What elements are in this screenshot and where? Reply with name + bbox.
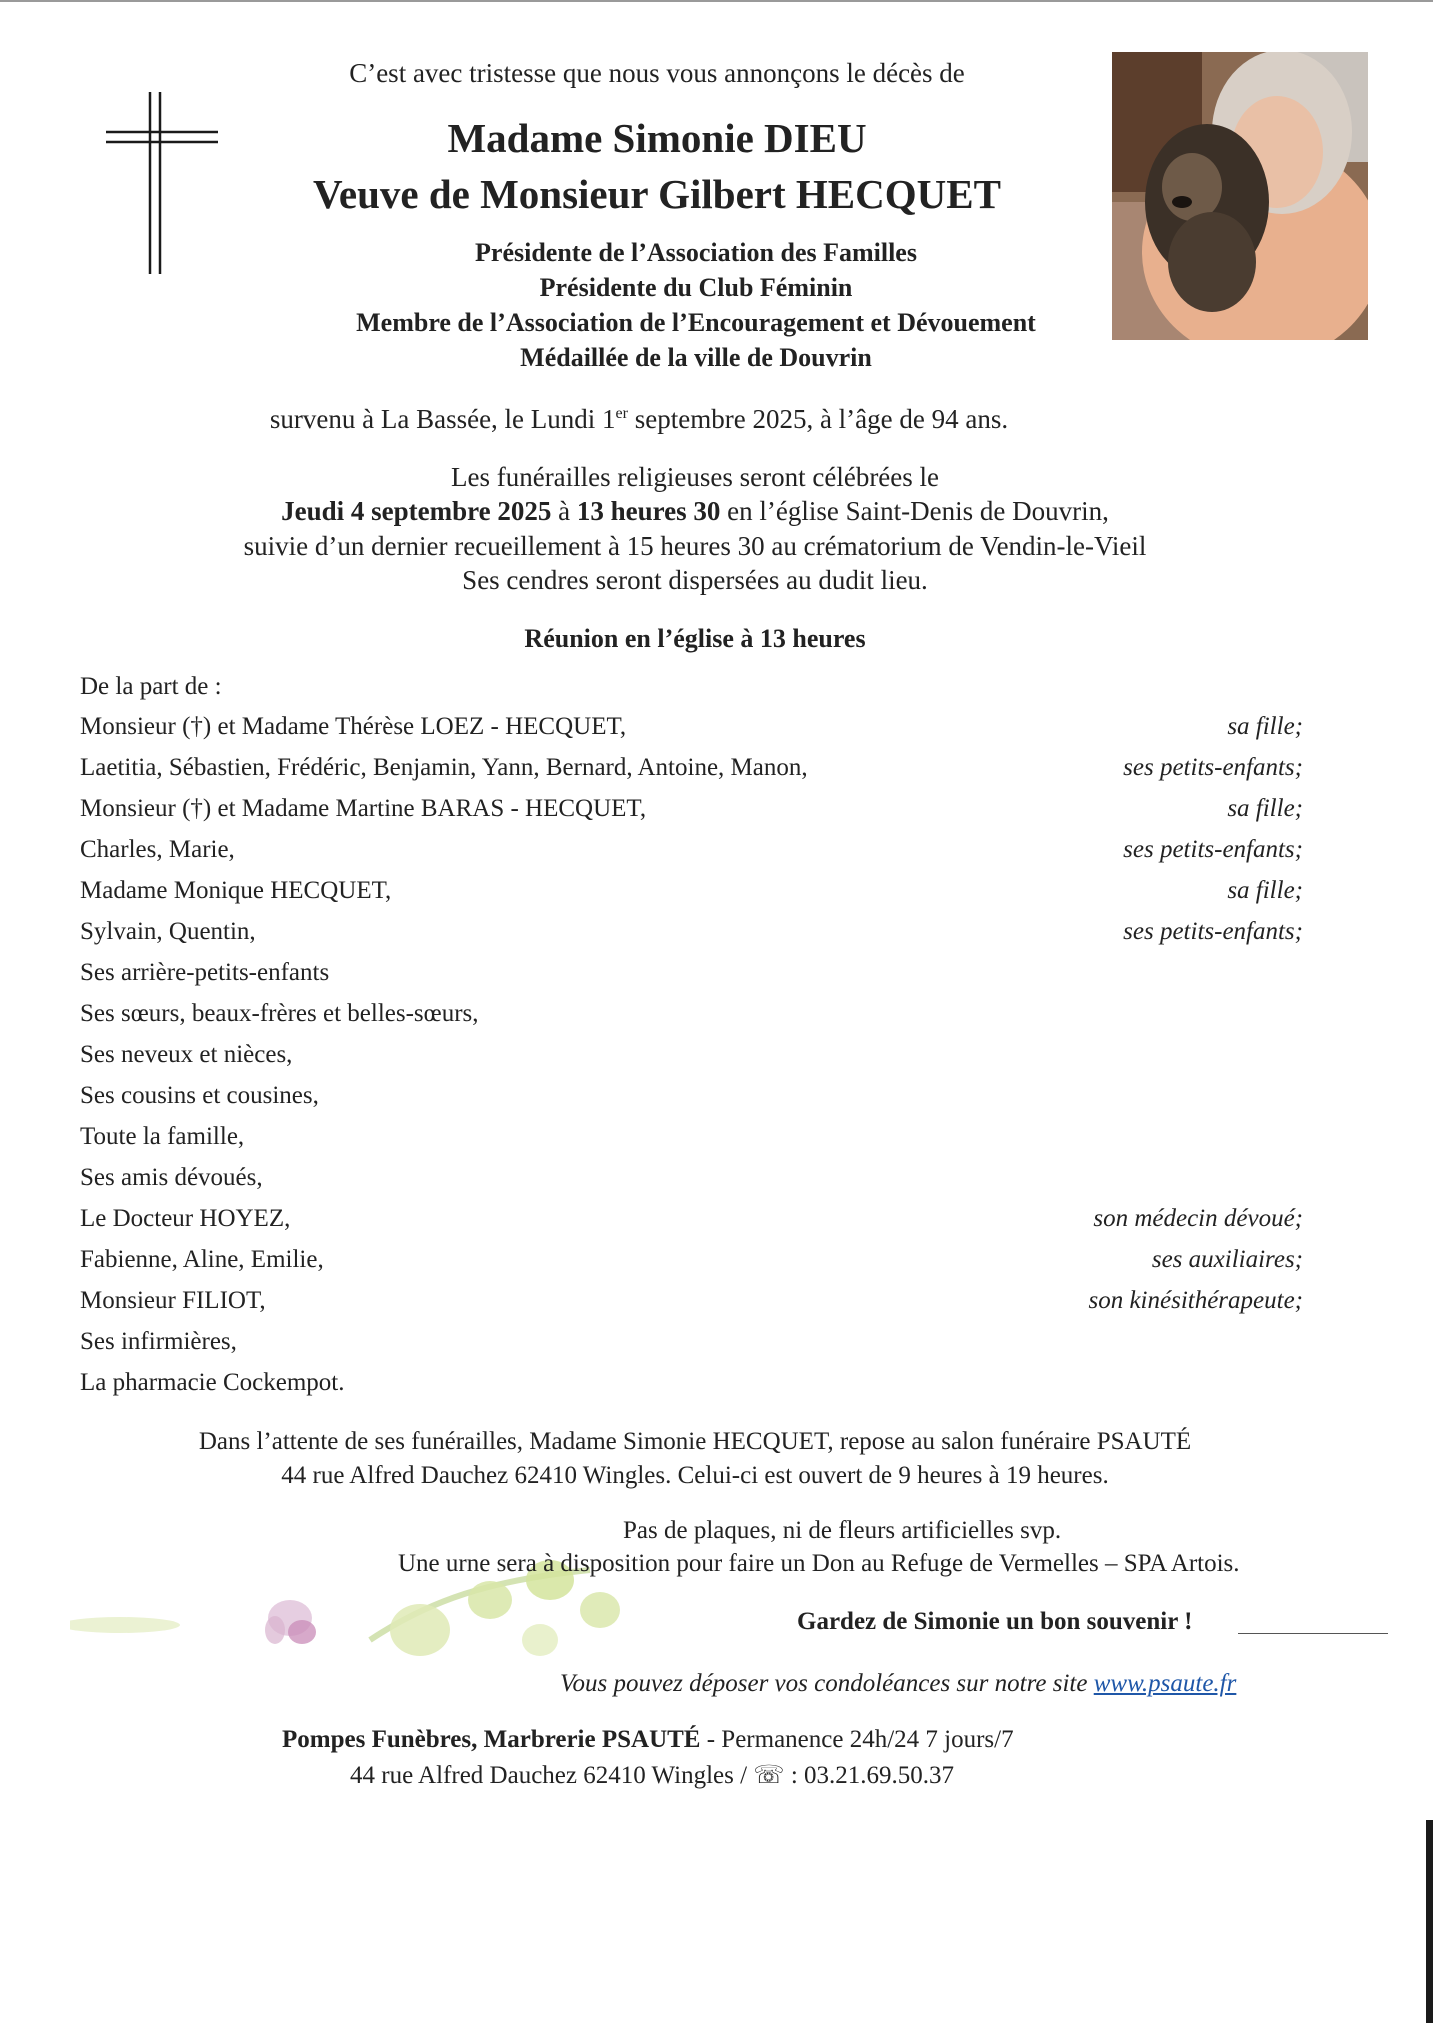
title-line: Présidente de l’Association des Familles: [475, 238, 917, 267]
title-line: Présidente du Club Féminin: [539, 273, 853, 302]
portrait-photo: [1112, 52, 1368, 340]
funeral-line: Ses cendres seront dispersées au dudit lieu.: [462, 565, 928, 595]
family-row: Le Docteur HOYEZ, son médecin dévoué;: [80, 1205, 1303, 1232]
family-row: Ses arrière-petits-enfants: [80, 959, 330, 986]
funeral-home-line: Pompes Funèbres, Marbrerie PSAUTÉ - Permanence 24h/24 7 jours/7: [282, 1726, 1014, 1753]
funeral-line: suivie d’un dernier recueillement à 15 heures 30 au crématorium de Vendin-le-Vieil: [243, 531, 1147, 561]
family-row: Sylvain, Quentin, ses petits-enfants;: [80, 918, 1303, 945]
no-plaques-notice: Pas de plaques, ni de fleurs artificielles svp.: [623, 1517, 1062, 1544]
meeting-notice: Réunion en l’église à 13 heures: [524, 624, 866, 653]
family-row: Laetitia, Sébastien, Frédéric, Benjamin, Yann, Bernard, Antoine, Manon, ses petits-enfants;: [80, 754, 1303, 781]
family-row: Fabienne, Aline, Emilie, ses auxiliaires;: [80, 1246, 1303, 1273]
scan-edge-bar: [1426, 1820, 1433, 2023]
title-line: Membre de l’Association de l’Encouragement et Dévouement: [356, 308, 1036, 337]
funeral-line: Les funérailles religieuses seront célébrées le: [450, 462, 940, 492]
cross-icon: [102, 92, 222, 274]
page-top-border: [0, 0, 1433, 2]
widow-line: Veuve de Monsieur Gilbert HECQUET: [313, 171, 1001, 217]
website-link[interactable]: www.psaute.fr: [1093, 1670, 1237, 1697]
donation-notice: Une urne sera à disposition pour faire un Don au Refuge de Vermelles – SPA Artois.: [398, 1550, 1240, 1577]
family-row: Monsieur (†) et Madame Martine BARAS - HECQUET, sa fille;: [80, 795, 1303, 822]
family-row: La pharmacie Cockempot.: [80, 1369, 345, 1396]
memory-phrase: Gardez de Simonie un bon souvenir !: [797, 1608, 1193, 1635]
family-row: Ses cousins et cousines,: [80, 1082, 319, 1109]
title-line: Médaillée de la ville de Douvrin: [520, 343, 872, 372]
family-row: Ses amis dévoués,: [80, 1164, 263, 1191]
family-row: Ses sœurs, beaux-frères et belles-sœurs,: [80, 1000, 479, 1027]
funeral-date-line: Jeudi 4 septembre 2025 à 13 heures 30 en l’église Saint-Denis de Douvrin,: [281, 496, 1109, 526]
death-details: survenu à La Bassée, le Lundi 1er septembre 2025, à l’âge de 94 ans.: [269, 404, 1009, 434]
family-row: Ses infirmières,: [80, 1328, 237, 1355]
family-row: Madame Monique HECQUET, sa fille;: [80, 877, 1303, 904]
family-intro: De la part de :: [80, 673, 222, 700]
family-row: Ses neveux et nièces,: [80, 1041, 293, 1068]
family-row: Monsieur FILIOT, son kinésithérapeute;: [80, 1287, 1303, 1314]
deceased-name: Madame Simonie DIEU: [447, 115, 867, 161]
divider-line: [1238, 1633, 1388, 1634]
funeral-home-address: 44 rue Alfred Dauchez 62410 Wingles / ☏ : 03.21.69.50.37: [350, 1762, 955, 1789]
condolences-line: Vous pouvez déposer vos condoléances sur notre site www.psaute.fr: [560, 1670, 1237, 1697]
family-row: Monsieur (†) et Madame Thérèse LOEZ - HECQUET, sa fille;: [80, 713, 1303, 740]
phone-icon: ☏: [753, 1762, 785, 1789]
announcement-intro: C’est avec tristesse que nous vous annonçons le décès de: [349, 58, 965, 88]
wake-notice: Dans l’attente de ses funérailles, Madame Simonie HECQUET, repose au salon funéraire PSAUTÉ: [198, 1428, 1192, 1455]
family-row: Charles, Marie, ses petits-enfants;: [80, 836, 1303, 863]
family-row: Toute la famille,: [80, 1123, 245, 1150]
wake-address: 44 rue Alfred Dauchez 62410 Wingles. Celui-ci est ouvert de 9 heures à 19 heures.: [281, 1462, 1109, 1489]
